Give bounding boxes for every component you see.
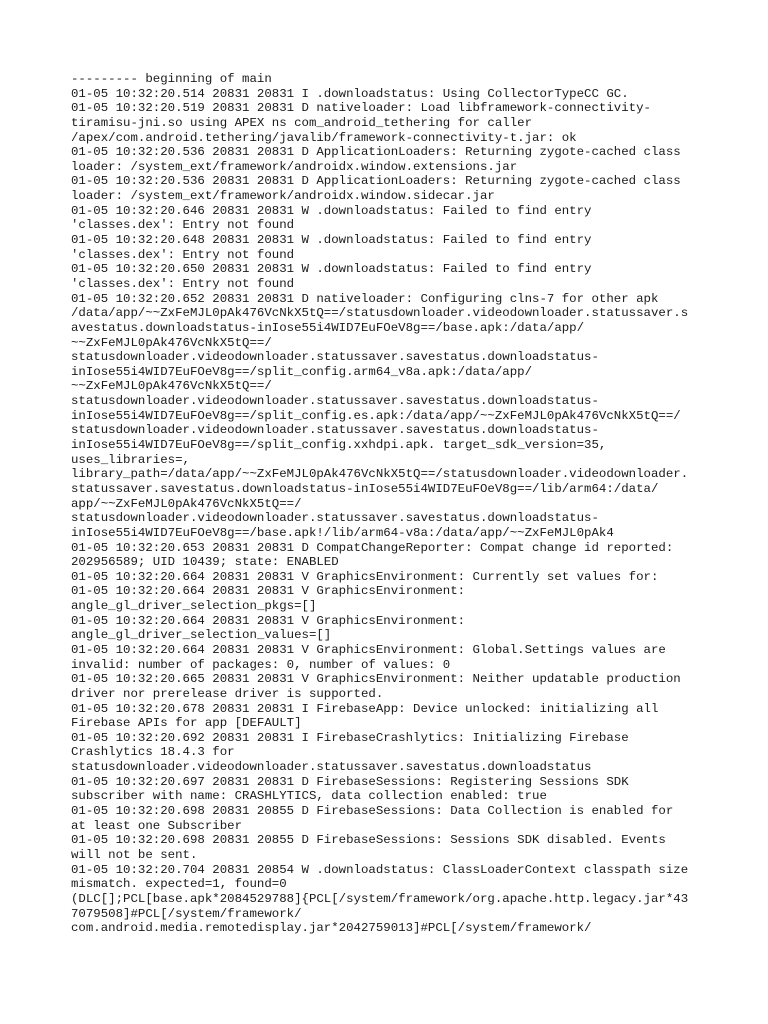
log-line: ~~ZxFeMJL0pAk476VcNkX5tQ==/ <box>71 335 272 350</box>
log-line: 01-05 10:32:20.653 20831 20831 D CompatChangeReporter: Compat change id reported: <box>71 540 674 555</box>
log-line: inIose55i4WID7EuFOeV8g==/base.apk!/lib/arm64-v8a:/data/app/~~ZxFeMJL0pAk4 <box>71 525 614 540</box>
log-line: 202956589; UID 10439; state: ENABLED <box>71 555 339 570</box>
log-line: 01-05 10:32:20.664 20831 20831 V GraphicsEnvironment: <box>71 613 466 628</box>
log-line: /apex/com.android.tethering/javalib/framework-connectivity-t.jar: ok <box>71 130 577 145</box>
log-line: invalid: number of packages: 0, number of values: 0 <box>71 657 451 672</box>
log-line: library_path=/data/app/~~ZxFeMJL0pAk476VcNkX5tQ==/statusdownloader.videodownloader. <box>71 467 689 482</box>
log-line: driver nor prerelease driver is supported. <box>71 686 384 701</box>
log-line: Firebase APIs for app [DEFAULT] <box>71 716 302 731</box>
log-line: at least one Subscriber <box>71 818 243 833</box>
log-line: 01-05 10:32:20.697 20831 20831 D FirebaseSessions: Registering Sessions SDK <box>71 774 629 789</box>
log-line: ~~ZxFeMJL0pAk476VcNkX5tQ==/ <box>71 379 272 394</box>
log-line: statusdownloader.videodownloader.statussaver.savestatus.downloadstatus- <box>71 511 599 526</box>
log-line: loader: /system_ext/framework/androidx.window.extensions.jar <box>71 159 518 174</box>
log-line: 01-05 10:32:20.664 20831 20831 V GraphicsEnvironment: Global.Settings values are <box>71 642 666 657</box>
log-line: 01-05 10:32:20.664 20831 20831 V GraphicsEnvironment: <box>71 584 466 599</box>
log-line: 01-05 10:32:20.514 20831 20831 I .downloadstatus: Using CollectorTypeCC GC. <box>71 86 629 101</box>
log-line: 01-05 10:32:20.664 20831 20831 V GraphicsEnvironment: Currently set values for: <box>71 569 659 584</box>
log-line: inIose55i4WID7EuFOeV8g==/split_config.arm64_v8a.apk:/data/app/ <box>71 364 533 379</box>
log-line: 01-05 10:32:20.652 20831 20831 D nativeloader: Configuring clns-7 for other apk <box>71 291 659 306</box>
log-line: 01-05 10:32:20.519 20831 20831 D nativeloader: Load libframework-connectivity- <box>71 101 651 116</box>
log-line: com.android.media.remotedisplay.jar*2042759013]#PCL[/system/framework/ <box>71 921 592 936</box>
log-line: 01-05 10:32:20.698 20831 20855 D FirebaseSessions: Sessions SDK disabled. Events <box>71 833 666 848</box>
log-line: --------- beginning of main <box>71 72 272 86</box>
log-line: mismatch. expected=1, found=0 <box>71 877 287 892</box>
log-line: 01-05 10:32:20.704 20831 20854 W .downloadstatus: ClassLoaderContext classpath size <box>71 862 689 877</box>
log-line: 01-05 10:32:20.650 20831 20831 W .downloadstatus: Failed to find entry <box>71 262 592 277</box>
log-line: statussaver.savestatus.downloadstatus-inIose55i4WID7EuFOeV8g==/lib/arm64:/data/ <box>71 481 659 496</box>
log-line: app/~~ZxFeMJL0pAk476VcNkX5tQ==/ <box>71 496 302 511</box>
log-line: will not be sent. <box>71 847 198 862</box>
log-line: 01-05 10:32:20.692 20831 20831 I FirebaseCrashlytics: Initializing Firebase <box>71 730 629 745</box>
log-line: angle_gl_driver_selection_values=[] <box>71 628 332 643</box>
log-line: statusdownloader.videodownloader.statussaver.savestatus.downloadstatus- <box>71 394 599 409</box>
log-line: subscriber with name: CRASHLYTICS, data collection enabled: true <box>71 789 547 804</box>
log-text-block <box>71 72 731 936</box>
log-line: 'classes.dex': Entry not found <box>71 218 295 233</box>
log-line: 'classes.dex': Entry not found <box>71 276 295 291</box>
log-line: statusdownloader.videodownloader.statussaver.savestatus.downloadstatus <box>71 760 592 775</box>
log-line: 01-05 10:32:20.648 20831 20831 W .downloadstatus: Failed to find entry <box>71 233 592 248</box>
log-line: uses_libraries=, <box>71 452 190 467</box>
log-line: 7079508]#PCL[/system/framework/ <box>71 906 302 921</box>
log-line: inIose55i4WID7EuFOeV8g==/split_config.xxhdpi.apk. target_sdk_version=35, <box>71 438 607 453</box>
log-line: 01-05 10:32:20.646 20831 20831 W .downloadstatus: Failed to find entry <box>71 203 592 218</box>
log-line: statusdownloader.videodownloader.statussaver.savestatus.downloadstatus- <box>71 423 599 438</box>
log-line: /data/app/~~ZxFeMJL0pAk476VcNkX5tQ==/statusdownloader.videodownloader.statussaver.s <box>71 306 689 321</box>
log-line: tiramisu-jni.so using APEX ns com_android_tethering for caller <box>71 115 533 130</box>
log-line: Crashlytics 18.4.3 for <box>71 745 235 760</box>
log-line: statusdownloader.videodownloader.statussaver.savestatus.downloadstatus- <box>71 350 599 365</box>
log-line: angle_gl_driver_selection_pkgs=[] <box>71 599 317 614</box>
log-line: 01-05 10:32:20.665 20831 20831 V GraphicsEnvironment: Neither updatable production <box>71 672 681 687</box>
log-line: (DLC[];PCL[base.apk*2084529788]{PCL[/system/framework/org.apache.http.legacy.jar*43 <box>71 891 689 906</box>
log-line: 'classes.dex': Entry not found <box>71 247 295 262</box>
log-line: 01-05 10:32:20.536 20831 20831 D ApplicationLoaders: Returning zygote-cached class <box>71 174 681 189</box>
log-line: 01-05 10:32:20.678 20831 20831 I FirebaseApp: Device unlocked: initializing all <box>71 701 659 716</box>
log-line: 01-05 10:32:20.536 20831 20831 D ApplicationLoaders: Returning zygote-cached class <box>71 145 681 160</box>
log-line: 01-05 10:32:20.698 20831 20855 D FirebaseSessions: Data Collection is enabled for <box>71 804 674 819</box>
log-line: loader: /system_ext/framework/androidx.window.sidecar.jar <box>71 189 495 204</box>
log-line: avestatus.downloadstatus-inIose55i4WID7EuFOeV8g==/base.apk:/data/app/ <box>71 320 585 335</box>
log-line: inIose55i4WID7EuFOeV8g==/split_config.es.apk:/data/app/~~ZxFeMJL0pAk476VcNkX5tQ==/ <box>71 408 681 423</box>
